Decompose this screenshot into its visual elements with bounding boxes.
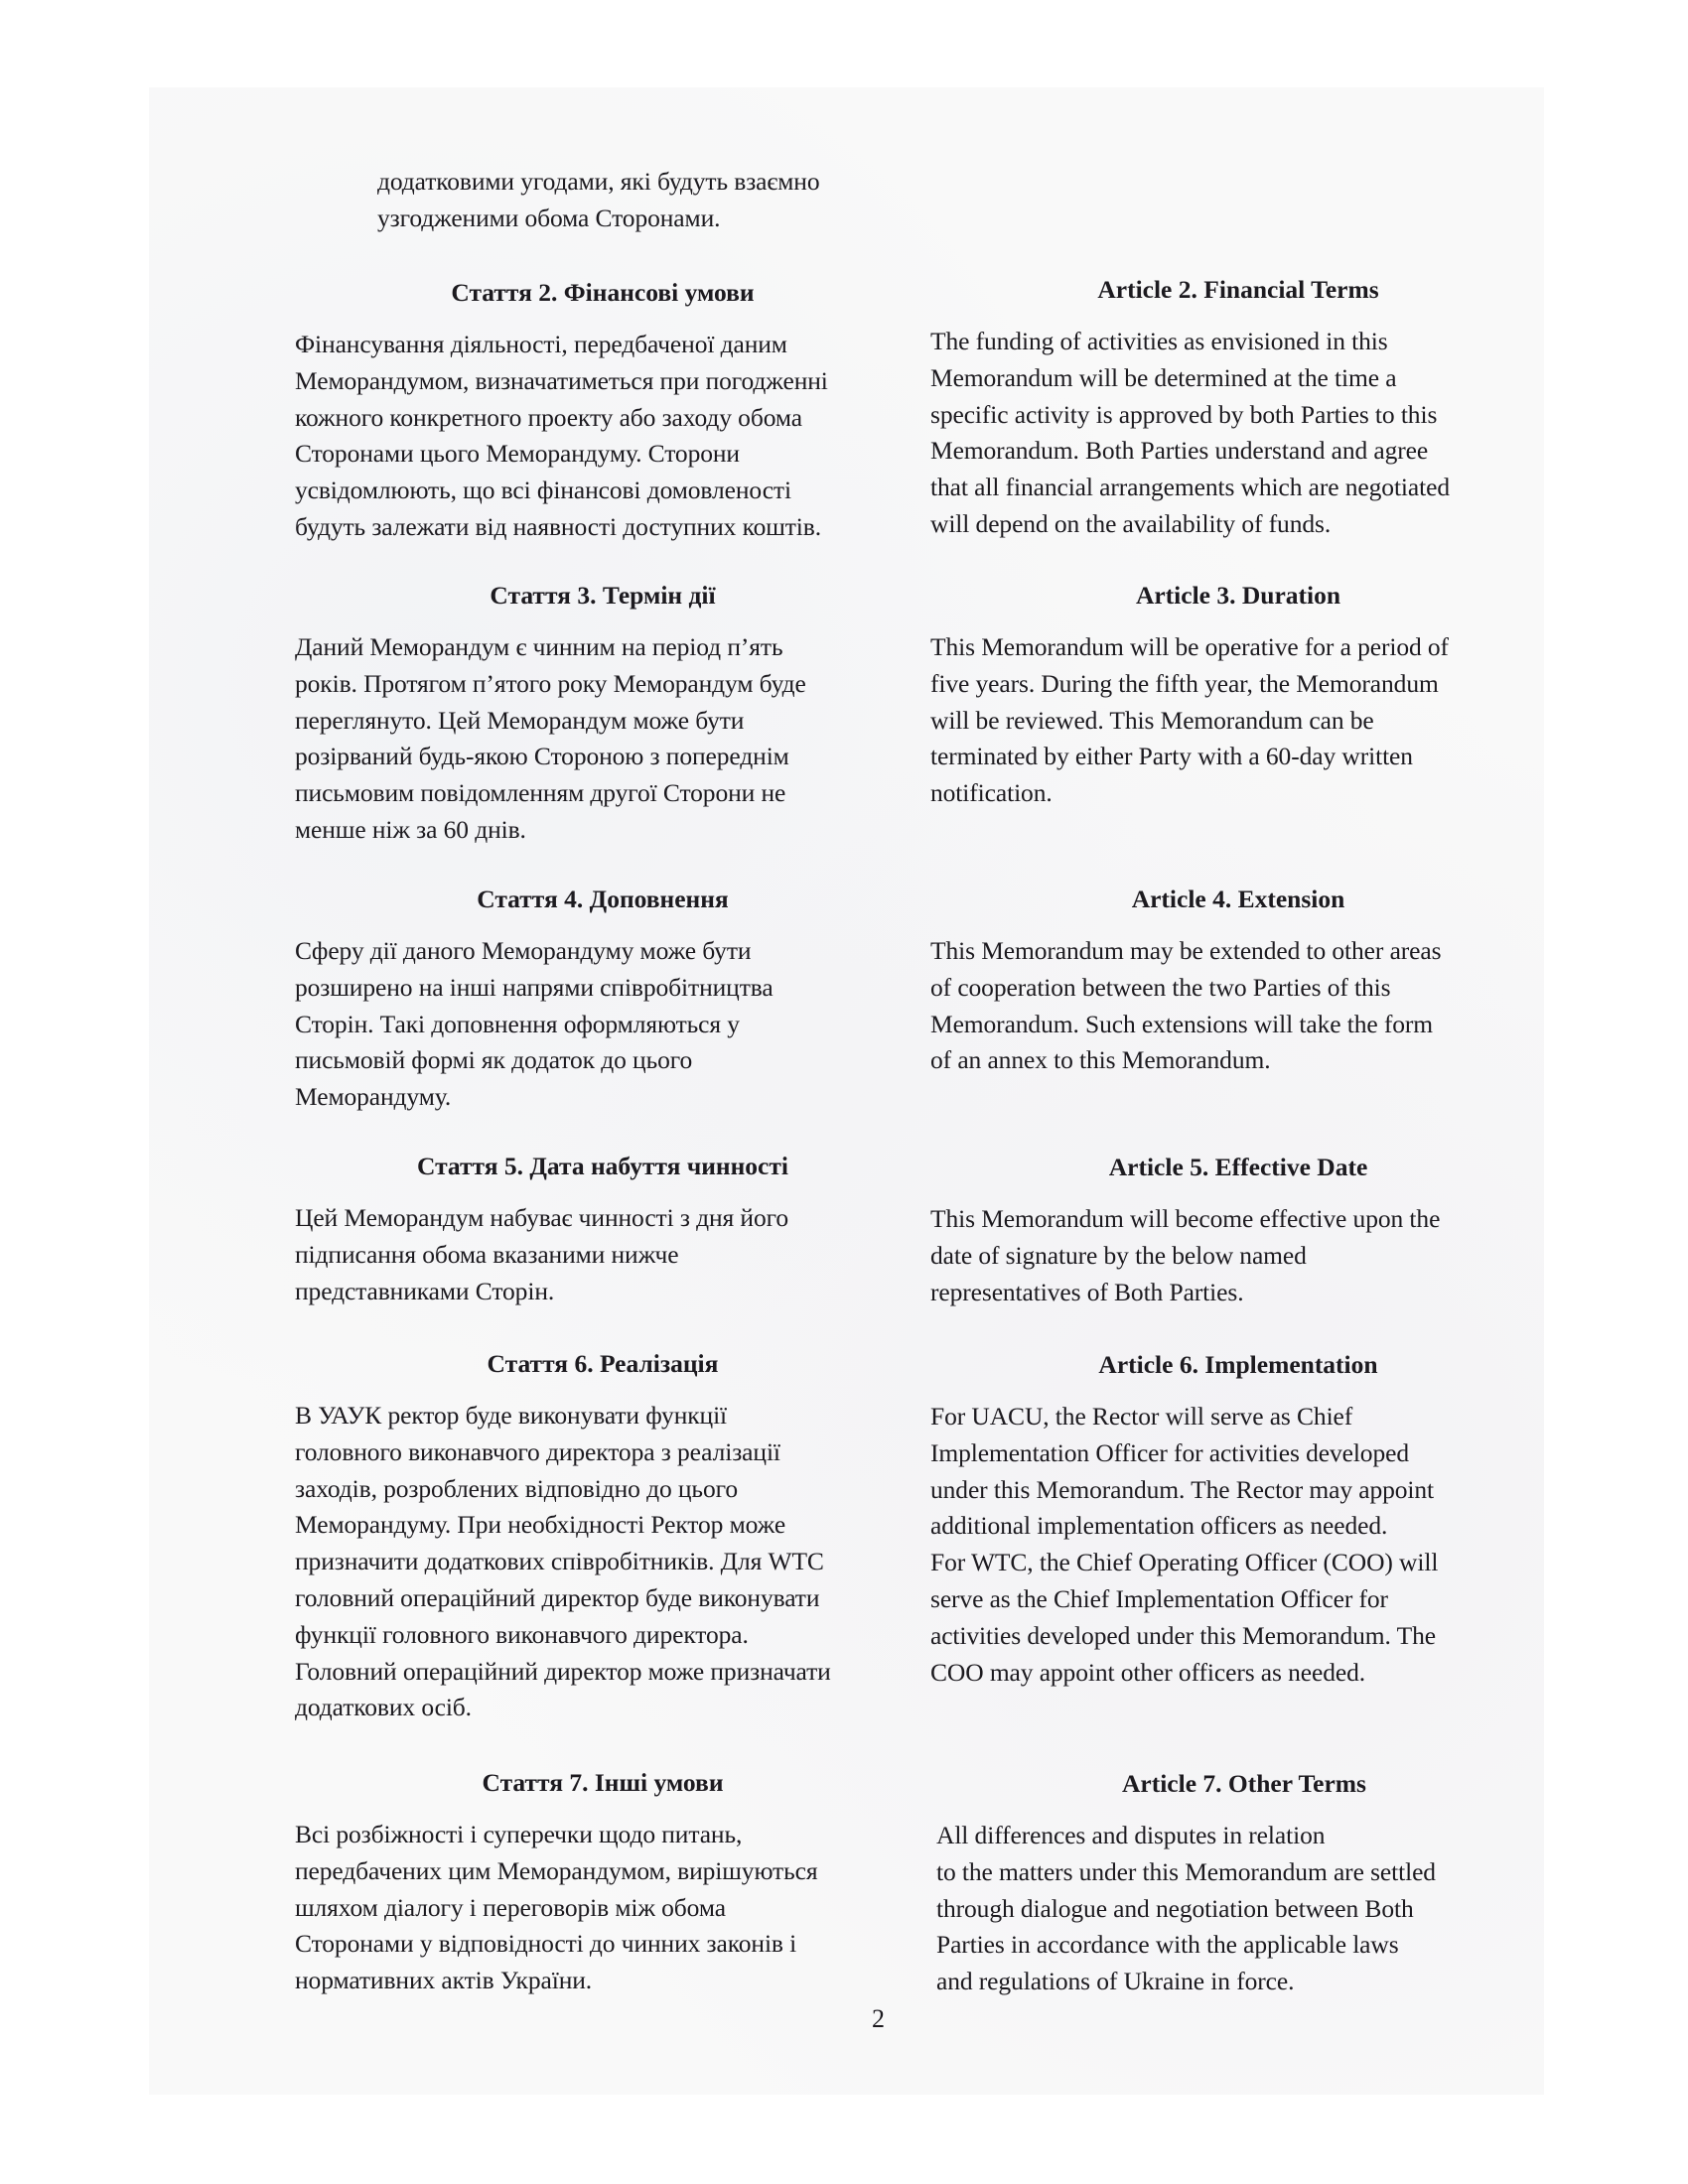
article-line: додаткових осіб. <box>295 1693 472 1722</box>
intro-continuation <box>377 164 914 237</box>
article-line: activities developed under this Memorandum. The <box>930 1620 1436 1650</box>
article-line: through dialogue and negotiation between Both <box>936 1893 1414 1923</box>
article-heading: Стаття 2. Фінансові умови <box>451 278 755 307</box>
article-line: шляхом діалогу і переговорів між обома <box>295 1892 726 1922</box>
article-line: менше ніж за 60 днів. <box>295 814 526 844</box>
article-line: років. Протягом п’ятого року Меморандум буде <box>295 668 806 698</box>
article-3-uk <box>295 580 911 849</box>
article-line: Сторонами цього Меморандуму. Сторони <box>295 439 740 469</box>
article-line: Сторін. Такі доповнення оформляються у <box>295 1009 740 1038</box>
article-line: переглянуто. Цей Меморандум може бути <box>295 705 745 735</box>
article-line: письмовим повідомленням другої Сторони не <box>295 778 786 808</box>
article-line: підписання обома вказаними нижче <box>295 1239 679 1269</box>
article-heading: Стаття 3. Термін дії <box>490 581 716 610</box>
article-line: усвідомлюють, що всі фінансові домовленості <box>295 476 791 505</box>
article-line: кожного конкретного проекту або заходу обома <box>295 402 802 432</box>
article-line: Implementation Officer for activities developed <box>930 1437 1409 1467</box>
article-line: розірваний будь-якою Стороною з попереднім <box>295 742 789 771</box>
article-line: Меморандуму. <box>295 1082 452 1112</box>
intro-line: додатковими угодами, які будуть взаємно <box>377 167 820 196</box>
article-5-en <box>930 1152 1546 1310</box>
article-line: Меморандумом, визначатиметься при погодженні <box>295 365 828 395</box>
article-line: specific activity is approved by both Parties to this <box>930 399 1438 429</box>
article-line: розширено на інші напрями співробітництва <box>295 972 774 1002</box>
article-5-uk <box>295 1151 911 1309</box>
article-line: Сферу дії даного Меморандуму може бути <box>295 936 752 965</box>
article-line: of an annex to this Memorandum. <box>930 1045 1271 1075</box>
article-6-en <box>930 1349 1546 1691</box>
article-line: and regulations of Ukraine in force. <box>936 1967 1295 1996</box>
article-line: будуть залежати від наявності доступних коштів. <box>295 511 822 541</box>
article-line: This Memorandum will be operative for a period of <box>930 632 1449 661</box>
article-line: under this Memorandum. The Rector may appoint <box>930 1474 1435 1504</box>
article-line: of cooperation between the two Parties of this <box>930 972 1391 1002</box>
article-line: Сторонами у відповідності до чинних законів і <box>295 1929 797 1959</box>
article-line: five years. During the fifth year, the Memorandum <box>930 668 1439 698</box>
article-line: Фінансування діяльності, передбаченої даним <box>295 330 787 358</box>
article-line: The funding of activities as envisioned in this <box>930 327 1388 355</box>
article-line: date of signature by the below named <box>930 1240 1307 1270</box>
page-number: 2 <box>872 2004 885 2033</box>
article-heading: Article 2. Financial Terms <box>1097 275 1379 304</box>
article-line: Memorandum. Such extensions will take the form <box>930 1009 1434 1038</box>
article-line: призначити додаткових співробітників. Для WTC <box>295 1547 824 1576</box>
article-line: For UACU, the Rector will serve as Chief <box>930 1402 1353 1431</box>
article-4-en <box>930 884 1546 1079</box>
article-line: заходів, розроблених відповідно до цього <box>295 1473 738 1503</box>
article-heading: Article 6. Implementation <box>1098 1350 1378 1379</box>
article-line: representatives of Both Parties. <box>930 1277 1244 1306</box>
article-heading: Article 3. Duration <box>1135 581 1341 610</box>
article-line: COO may appoint other officers as needed. <box>930 1657 1366 1687</box>
article-line: notification. <box>930 778 1053 808</box>
article-line: нормативних актів України. <box>295 1966 593 1995</box>
article-4-uk <box>295 884 911 1116</box>
article-7-en <box>936 1768 1552 2000</box>
article-2-uk <box>295 277 911 546</box>
article-line: передбачених цим Меморандумом, вирішуються <box>295 1855 818 1885</box>
intro-line: узгодженими обома Сторонами. <box>377 203 721 232</box>
article-heading: Стаття 5. Дата набуття чинності <box>417 1152 788 1180</box>
article-6-uk <box>295 1348 911 1726</box>
article-heading: Article 4. Extension <box>1131 885 1345 913</box>
article-line: функції головного виконавчого директора. <box>295 1619 749 1649</box>
article-line: that all financial arrangements which are negotiated <box>930 473 1450 502</box>
article-heading: Стаття 7. Інші умови <box>482 1768 724 1797</box>
article-heading: Стаття 4. Доповнення <box>477 885 729 913</box>
article-7-uk <box>295 1767 911 1999</box>
article-line: This Memorandum may be extended to other areas <box>930 936 1442 965</box>
article-line: will depend on the availability of funds. <box>930 508 1332 538</box>
article-line: Memorandum. Both Parties understand and agree <box>930 436 1429 466</box>
article-line: additional implementation officers as needed. <box>930 1511 1388 1541</box>
article-line: Parties in accordance with the applicable laws <box>936 1930 1399 1960</box>
article-line: Даний Меморандум є чинним на період п’ять <box>295 632 783 661</box>
article-heading: Стаття 6. Реалізація <box>487 1349 719 1378</box>
article-line: Цей Меморандум набуває чинності з дня його <box>295 1203 788 1232</box>
article-line: головного виконавчого директора з реалізації <box>295 1436 780 1466</box>
article-heading: Article 7. Other Terms <box>1122 1769 1366 1798</box>
article-line: головний операційний директор буде виконувати <box>295 1582 820 1612</box>
article-line: Головний операційний директор може призначати <box>295 1656 831 1686</box>
article-line: to the matters under this Memorandum are settled <box>936 1856 1436 1886</box>
article-line: Всі розбіжності і суперечки щодо питань, <box>295 1820 743 1848</box>
article-line: Меморандуму. При необхідності Ректор може <box>295 1510 786 1540</box>
article-line: will be reviewed. This Memorandum can be <box>930 705 1374 735</box>
article-line: Memorandum will be determined at the time a <box>930 362 1397 392</box>
article-line: All differences and disputes in relation <box>936 1821 1326 1849</box>
article-line: В УАУК ректор буде виконувати функції <box>295 1401 728 1430</box>
article-line: serve as the Chief Implementation Officer for <box>930 1583 1388 1613</box>
article-2-en <box>930 274 1546 543</box>
article-line: This Memorandum will become effective upon the <box>930 1204 1441 1233</box>
article-line: terminated by either Party with a 60-day written <box>930 742 1413 771</box>
article-line: For WTC, the Chief Operating Officer (COO) will <box>930 1548 1439 1577</box>
article-heading: Article 5. Effective Date <box>1108 1153 1368 1181</box>
article-3-en <box>930 580 1546 812</box>
article-line: письмовій формі як додаток до цього <box>295 1045 693 1075</box>
article-line: представниками Сторін. <box>295 1276 555 1305</box>
